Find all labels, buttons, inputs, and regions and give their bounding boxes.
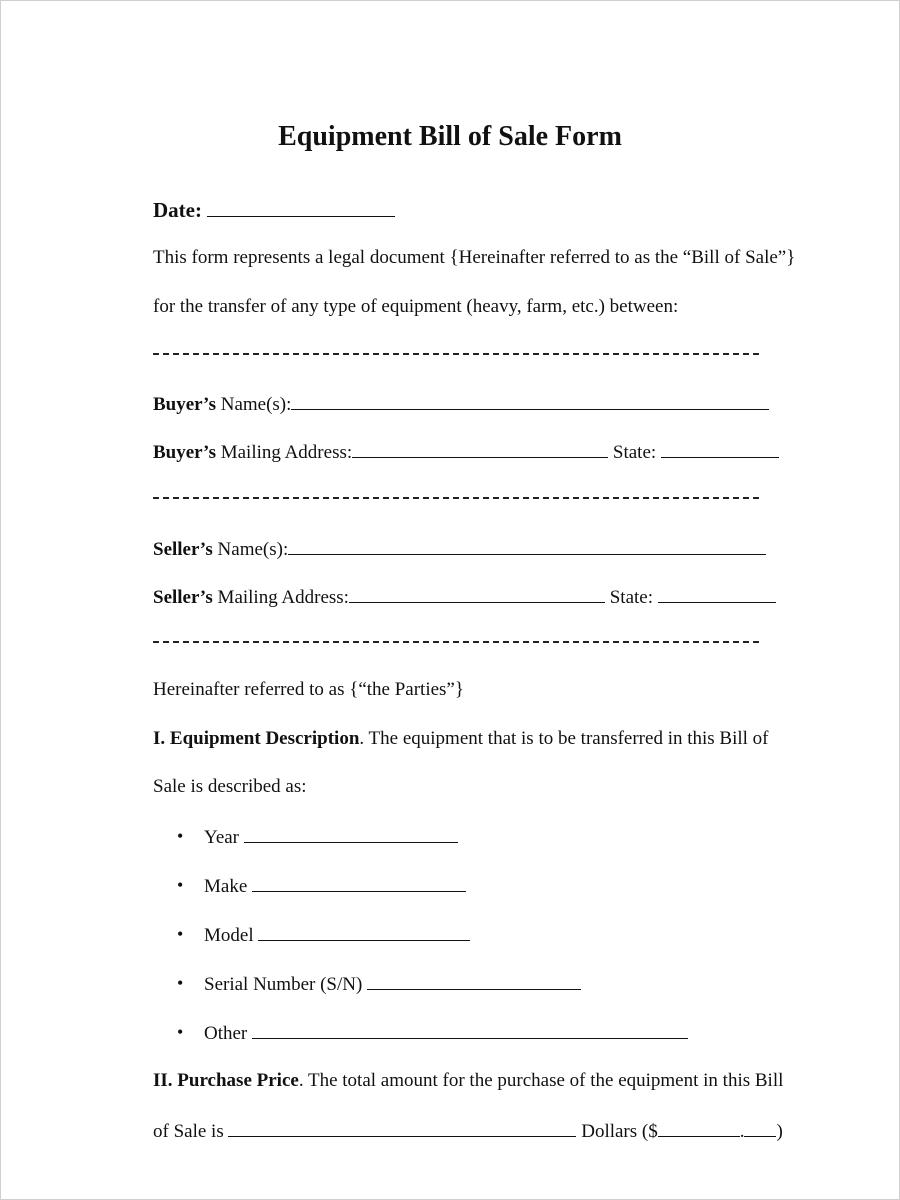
buyer-address-label-bold: Buyer’s (153, 442, 216, 463)
buyer-name-label: Name(s): (215, 394, 292, 415)
equipment-serial-field[interactable] (367, 972, 581, 990)
buyer-address-label: Mailing Address: (215, 442, 353, 463)
bullet-icon: • (177, 924, 184, 944)
buyer-name-field[interactable] (291, 392, 769, 410)
divider-dashed (153, 641, 759, 643)
section1-text-1: . The equipment that is to be transferred in this Bill of (359, 728, 769, 749)
bullet-icon: • (177, 826, 184, 846)
price-decimal: . (739, 1121, 745, 1142)
dollars-label: Dollars ($ (576, 1121, 658, 1142)
buyer-name-label-bold: Buyer’s (153, 394, 216, 415)
price-words-field[interactable] (228, 1119, 576, 1137)
section1-heading: I. Equipment Description (153, 728, 360, 749)
equipment-make-label: Make (204, 876, 248, 897)
divider-dashed (153, 497, 759, 499)
section2-heading: II. Purchase Price (153, 1070, 299, 1091)
equipment-other-label: Other (204, 1023, 248, 1044)
seller-state-label: State: (609, 587, 653, 608)
section1-line-1 (153, 729, 769, 748)
price-cents-field[interactable] (744, 1119, 776, 1137)
buyer-state-field[interactable] (661, 440, 779, 458)
seller-name-field[interactable] (288, 537, 766, 555)
bullet-icon: • (177, 1022, 184, 1042)
intro-line-1: This form represents a legal document {Hereinafter referred to as the “Bill of Sale”} (153, 247, 796, 268)
buyer-address-row (153, 440, 779, 462)
equipment-year-field[interactable] (244, 825, 458, 843)
seller-address-row (153, 585, 776, 607)
intro-line-2: for the transfer of any type of equipment (heavy, farm, etc.) between: (153, 296, 679, 317)
equipment-year-label: Year (204, 827, 240, 848)
seller-name-label: Name(s): (212, 539, 289, 560)
section2-line-1 (153, 1071, 783, 1090)
price-prefix: of Sale is (153, 1121, 229, 1142)
date-label: Date: (153, 198, 202, 222)
equipment-serial-label: Serial Number (S/N) (204, 974, 363, 995)
price-dollars-field[interactable] (658, 1119, 740, 1137)
bullet-icon: • (177, 875, 184, 895)
buyer-name-row (153, 392, 769, 414)
equipment-other-row (204, 1021, 688, 1043)
seller-name-row (153, 537, 766, 559)
section2-price-row (153, 1119, 783, 1141)
section2-text-1: . The total amount for the purchase of the equipment in this Bill (298, 1070, 784, 1091)
equipment-other-field[interactable] (252, 1021, 688, 1039)
equipment-model-row (204, 923, 470, 945)
equipment-model-label: Model (204, 925, 254, 946)
section1-text-2: Sale is described as: (153, 776, 307, 797)
seller-name-label-bold: Seller’s (153, 539, 213, 560)
seller-address-label: Mailing Address: (212, 587, 349, 608)
date-row (153, 199, 395, 221)
form-title: Equipment Bill of Sale Form (278, 121, 622, 152)
seller-address-field[interactable] (349, 585, 605, 603)
bullet-icon: • (177, 973, 184, 993)
equipment-serial-row (204, 972, 581, 994)
parties-line: Hereinafter referred to as {“the Parties”} (153, 679, 464, 700)
equipment-year-row (204, 825, 458, 847)
buyer-state-label: State: (612, 442, 657, 463)
equipment-model-field[interactable] (258, 923, 470, 941)
date-field[interactable] (207, 199, 395, 217)
seller-state-field[interactable] (658, 585, 776, 603)
equipment-make-field[interactable] (252, 874, 466, 892)
buyer-address-field[interactable] (352, 440, 608, 458)
seller-address-label-bold: Seller’s (153, 587, 213, 608)
equipment-make-row (204, 874, 466, 896)
divider-dashed (153, 353, 759, 355)
price-close-paren: ) (776, 1121, 783, 1142)
